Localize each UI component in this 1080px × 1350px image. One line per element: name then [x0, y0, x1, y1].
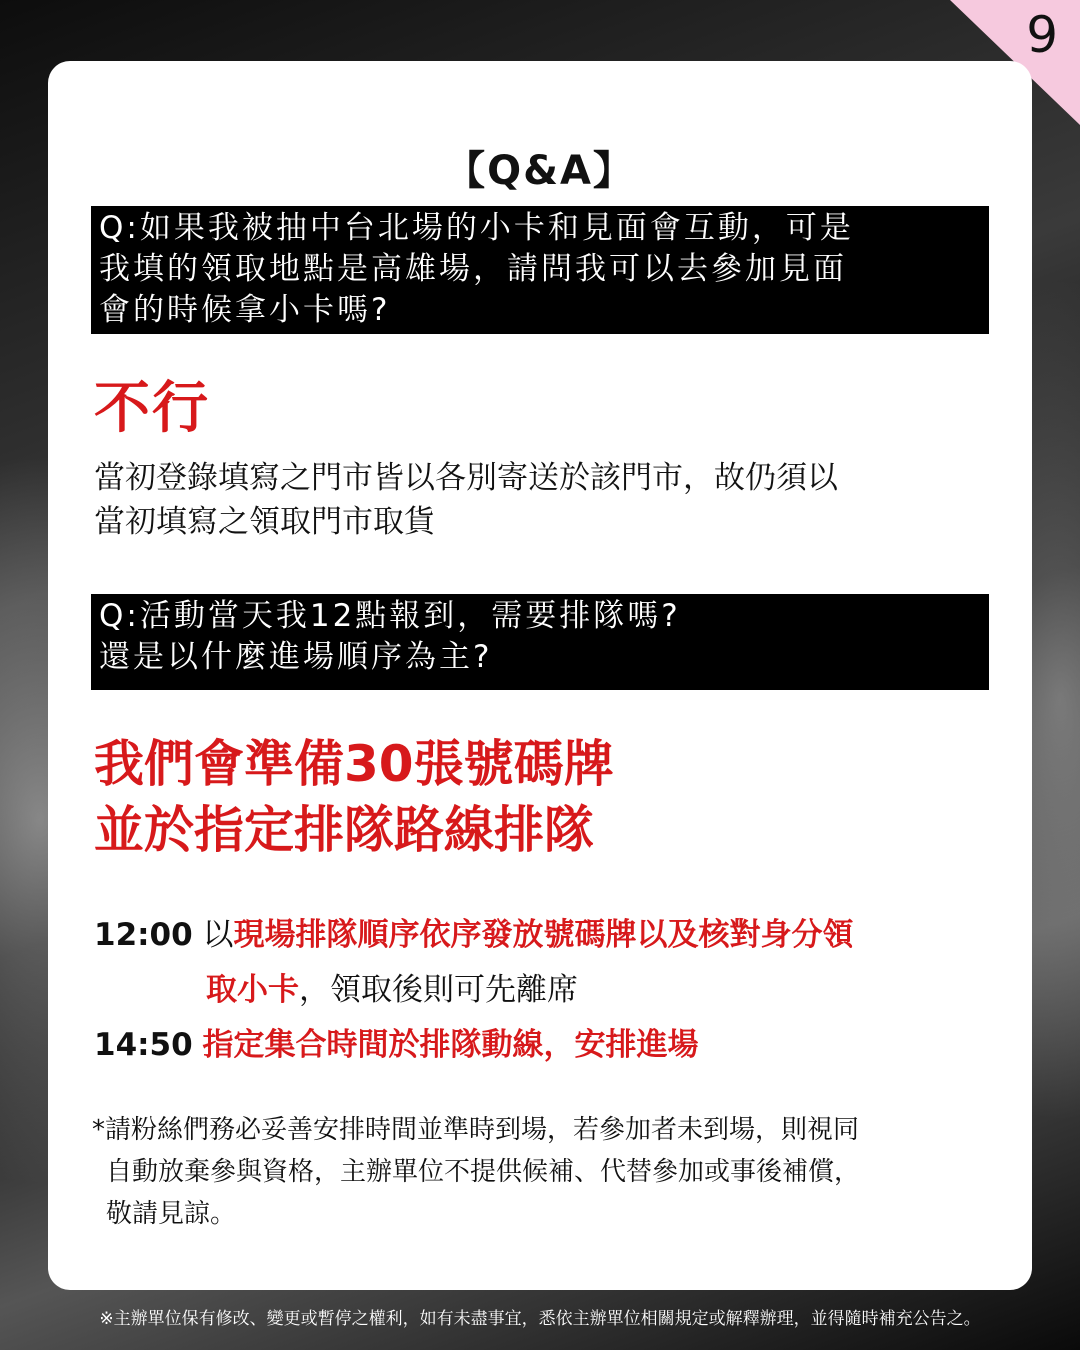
answer-2-line: 並於指定排隊路線排隊 — [94, 801, 594, 859]
question-2-box — [91, 594, 989, 690]
answer-2-line: 我們會準備30張號碼牌 — [94, 735, 614, 793]
schedule-prefix: 以 — [202, 917, 234, 953]
page-title: 【Q&A】 — [445, 148, 635, 194]
notice-line: 敬請見諒。 — [106, 1199, 237, 1229]
question-1-line: Q:如果我被抽中台北場的小卡和見面會互動，可是 — [99, 210, 854, 246]
content-card — [48, 61, 1032, 1290]
notice-line: *請粉絲們務必妥善安排時間並準時到場，若參加者未到場，則視同 — [92, 1115, 860, 1145]
question-1-line: 會的時候拿小卡嗎? — [99, 292, 391, 328]
explanation-line: 當初填寫之領取門市取貨 — [94, 504, 435, 540]
question-2-line: Q:活動當天我12點報到，需要排隊嗎? — [99, 598, 681, 634]
footer-disclaimer: ※主辦單位保有修改、變更或暫停之權利，如有未盡事宜，悉依主辦單位相關規定或解釋辦理，並得隨時補充公告之。 — [99, 1309, 981, 1329]
schedule-item-1200 — [94, 909, 854, 954]
schedule-highlight: 指定集合時間於排隊動線，安排進場 — [202, 1027, 699, 1063]
answer-1-heading: 不行 — [94, 376, 210, 441]
answer-1-explanation — [94, 456, 974, 544]
explanation-line: 當初登錄填寫之門市皆以各別寄送於該門市，故仍須以 — [94, 460, 838, 496]
schedule-item-1200-cont — [206, 964, 578, 1009]
schedule-time: 12:00 — [94, 917, 193, 953]
schedule-suffix: ，領取後則可先離席 — [299, 972, 578, 1008]
notice-text — [92, 1109, 962, 1235]
question-1-box — [91, 206, 989, 334]
question-1-line: 我填的領取地點是高雄場，請問我可以去參加見面 — [99, 251, 847, 287]
answer-2-heading — [94, 731, 614, 863]
question-2-line: 還是以什麼進場順序為主? — [99, 639, 493, 675]
schedule-time: 14:50 — [94, 1027, 193, 1063]
schedule-highlight: 現場排隊順序依序發放號碼牌以及核對身分領 — [233, 917, 854, 953]
schedule-highlight-cont: 取小卡 — [206, 972, 299, 1008]
notice-line: 自動放棄參與資格，主辦單位不提供候補、代替參加或事後補償， — [106, 1157, 861, 1187]
page-number: 9 — [1026, 6, 1058, 64]
schedule-item-1450 — [94, 1019, 699, 1064]
